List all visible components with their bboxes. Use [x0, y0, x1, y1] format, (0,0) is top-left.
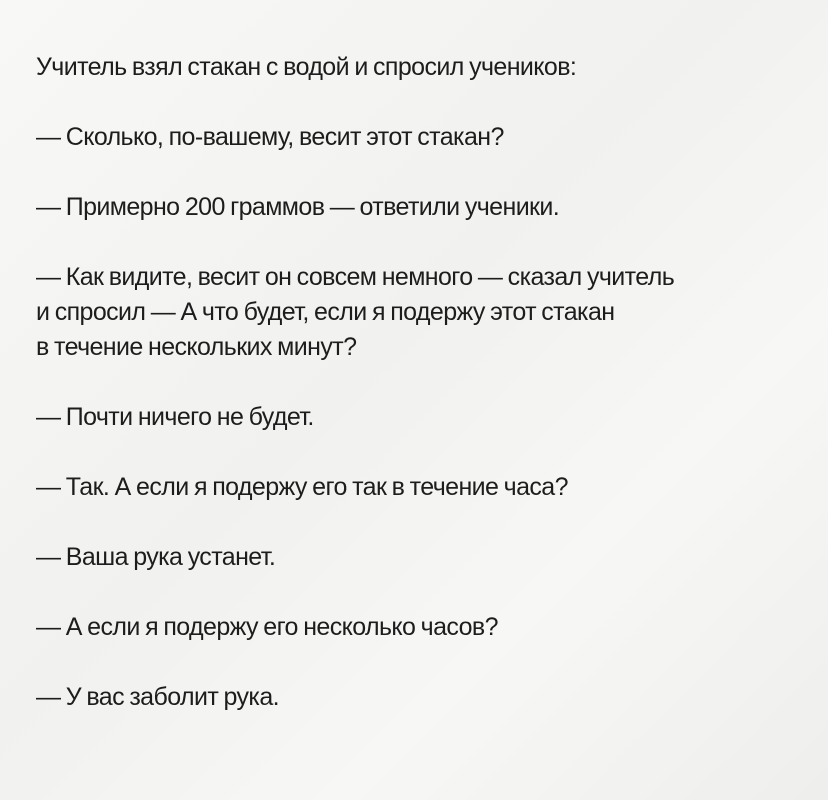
paragraph-question-hour — [36, 470, 788, 505]
text-line: — Сколько, по-вашему, весит этот стакан? — [36, 123, 504, 151]
paragraph-teacher-question — [36, 260, 788, 365]
paragraph-answer-minutes — [36, 400, 788, 435]
text-line: — Почти ничего не будет. — [36, 403, 314, 431]
text-line: — Так. А если я подержу его так в течение часа? — [36, 473, 568, 501]
text-line: — А если я подержу его несколько часов? — [36, 613, 498, 641]
paragraph-question-weight — [36, 120, 788, 155]
text-line: — Ваша рука устанет. — [36, 543, 276, 571]
paragraph-answer-hours — [36, 680, 788, 715]
text-line: — Примерно 200 граммов — ответили ученики. — [36, 193, 560, 221]
text-line: — У вас заболит рука. — [36, 683, 279, 711]
paragraph-question-hours — [36, 610, 788, 645]
text-line: Учитель взял стакан с водой и спросил учеников: — [36, 53, 577, 81]
text-line: — Как видите, весит он совсем немного — сказал учитель — [36, 263, 675, 291]
text-line: и спросил — А что будет, если я подержу этот стакан — [36, 298, 615, 326]
text-line: в течение нескольких минут? — [36, 333, 357, 361]
paragraph-answer-weight — [36, 190, 788, 225]
paragraph-answer-hour — [36, 540, 788, 575]
paragraph-intro — [36, 50, 788, 85]
